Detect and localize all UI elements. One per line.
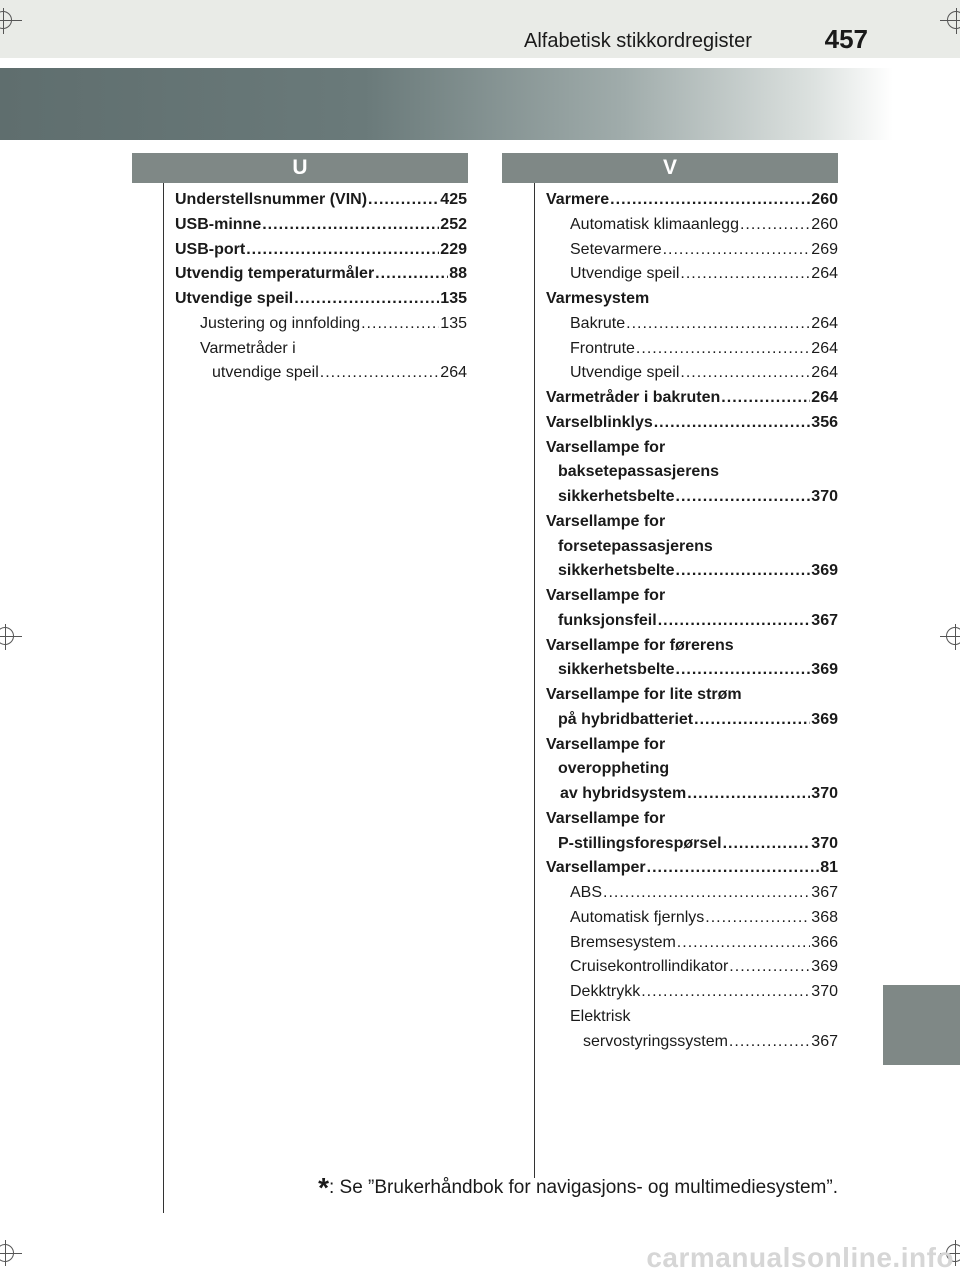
- dot-leader: [723, 832, 811, 857]
- entry-term: av hybridsystem: [560, 785, 687, 802]
- entry-page-number: 264: [811, 364, 838, 382]
- dot-leader: [246, 238, 439, 263]
- entry-page-number: 81: [820, 859, 838, 877]
- index-entry: [200, 312, 467, 337]
- entry-term: Justering og innfolding: [200, 314, 361, 332]
- index-entry: [570, 361, 838, 386]
- index-entry: [558, 559, 838, 584]
- entry-term: sikkerhetsbelte: [558, 661, 675, 679]
- index-entry: [558, 535, 838, 560]
- dot-leader: [658, 609, 811, 634]
- index-entry: [558, 609, 838, 634]
- entry-page-number: 425: [440, 191, 467, 208]
- dot-leader: [636, 337, 810, 362]
- dot-leader: [641, 980, 810, 1005]
- column-rule-left: [163, 183, 164, 1213]
- entry-term: Varmesystem: [546, 290, 650, 307]
- dot-leader: [610, 188, 810, 213]
- entry-term: Varsellampe for: [546, 735, 666, 753]
- entry-term: Utvendige speil: [570, 265, 680, 283]
- entry-page-number: 260: [811, 215, 838, 233]
- entry-term: Elektrisk: [570, 1007, 631, 1025]
- entry-term: Varselblinklys: [546, 413, 653, 431]
- entry-term: Dekktrykk: [570, 983, 641, 1000]
- entry-page-number: 260: [811, 191, 838, 208]
- dot-leader: [676, 658, 811, 683]
- index-entry: [570, 262, 838, 287]
- entry-page-number: 135: [440, 290, 467, 307]
- index-entry: [546, 584, 838, 609]
- entry-term: Varsellampe for: [546, 587, 666, 604]
- entry-term: Varsellampe for: [546, 809, 666, 827]
- entry-page-number: 367: [811, 1032, 838, 1050]
- header-band: [0, 0, 960, 58]
- entry-term: Understellsnummer (VIN): [175, 191, 368, 208]
- dot-leader: [320, 361, 440, 386]
- entry-page-number: 367: [811, 884, 838, 901]
- index-entry: [175, 238, 467, 263]
- dot-leader: [729, 955, 810, 980]
- entry-page-number: 135: [440, 314, 467, 332]
- index-entry: [546, 807, 838, 832]
- index-entry: [570, 238, 838, 263]
- dot-leader: [680, 361, 810, 386]
- dot-leader: [680, 262, 810, 287]
- entry-term: P-stillingsforespørsel: [558, 834, 722, 852]
- entry-page-number: 370: [811, 488, 838, 505]
- index-entry: [546, 856, 838, 881]
- index-entry: [546, 436, 838, 461]
- section-heading-u: U: [132, 153, 468, 183]
- index-entry: [546, 386, 838, 411]
- entry-term: sikkerhetsbelte: [558, 562, 675, 580]
- entry-term: Bakrute: [570, 314, 626, 332]
- entry-term: Automatisk fjernlys: [570, 908, 705, 926]
- dot-leader: [654, 411, 811, 436]
- index-entry: [570, 906, 838, 931]
- footnote: [318, 1172, 838, 1204]
- index-entry: [546, 733, 838, 758]
- index-entry: [546, 188, 838, 213]
- entry-page-number: 229: [440, 240, 467, 258]
- dot-leader: [603, 881, 810, 906]
- page-number: 457: [824, 24, 868, 54]
- entry-term: Varsellampe for førerens: [546, 636, 734, 654]
- entry-page-number: 264: [811, 389, 838, 406]
- index-entry: [570, 1005, 838, 1030]
- dot-leader: [262, 213, 439, 238]
- entry-page-number: 367: [811, 611, 838, 629]
- entry-page-number: 366: [811, 933, 838, 951]
- entry-term: på hybridbatteriet: [558, 710, 694, 728]
- entry-page-number: 264: [811, 339, 838, 357]
- entry-term: Frontrute: [570, 339, 635, 357]
- entry-term: Varmetråder i bakruten: [546, 389, 721, 406]
- entry-page-number: 356: [811, 413, 838, 431]
- dot-leader: [647, 856, 820, 881]
- index-entry: [212, 361, 467, 386]
- footnote-text: : Se ”Brukerhåndbok for navigasjons- og multimediesystem”.: [328, 1177, 838, 1198]
- index-entry: [570, 980, 838, 1005]
- index-entry: [175, 213, 467, 238]
- entry-page-number: 370: [811, 785, 838, 802]
- entry-page-number: 252: [440, 215, 467, 233]
- index-entry: [570, 881, 838, 906]
- index-entry: [558, 832, 838, 857]
- dot-leader: [368, 188, 439, 213]
- entry-page-number: 88: [449, 265, 467, 283]
- index-entry: [558, 708, 838, 733]
- dot-leader: [729, 1030, 810, 1055]
- index-entry: [570, 931, 838, 956]
- entry-term: overoppheting: [558, 760, 670, 778]
- entry-term: Varsellamper: [546, 859, 646, 877]
- index-entry: [546, 634, 838, 659]
- index-entry: [546, 510, 838, 535]
- dot-leader: [694, 708, 810, 733]
- index-entry: [558, 485, 838, 510]
- entry-term: USB-minne: [175, 215, 262, 233]
- entry-term: servostyringssystem: [583, 1032, 728, 1050]
- dot-leader: [361, 312, 439, 337]
- index-entry: [200, 337, 467, 362]
- dot-leader: [676, 559, 811, 584]
- entry-page-number: 368: [811, 908, 838, 926]
- entry-term: Bremsesystem: [570, 933, 676, 951]
- index-entry: [570, 337, 838, 362]
- index-entry: [175, 188, 467, 213]
- index-entry: [558, 757, 838, 782]
- dot-leader: [294, 287, 439, 312]
- index-entry: [570, 955, 838, 980]
- entry-term: ABS: [570, 884, 603, 901]
- watermark: carmanualsonline.info: [646, 1242, 954, 1273]
- entry-term: Utvendige speil: [175, 290, 294, 307]
- dot-leader: [705, 906, 810, 931]
- dot-leader: [677, 931, 811, 956]
- entry-term: USB-port: [175, 240, 246, 258]
- dot-leader: [663, 238, 811, 263]
- entry-term: utvendige speil: [212, 364, 319, 382]
- entry-page-number: 264: [811, 314, 838, 332]
- entry-page-number: 264: [440, 364, 467, 382]
- entry-term: Varsellampe for: [546, 438, 666, 456]
- entry-term: funksjonsfeil: [558, 611, 657, 629]
- index-entry: [570, 312, 838, 337]
- entry-term: Varmere: [546, 191, 610, 208]
- entry-page-number: 370: [811, 983, 838, 1000]
- index-entry: [583, 1030, 838, 1055]
- entry-term: sikkerhetsbelte: [558, 488, 675, 505]
- section-heading-v: V: [502, 153, 838, 183]
- entry-page-number: 264: [811, 265, 838, 283]
- index-entry: [175, 287, 467, 312]
- index-entry: [546, 287, 838, 312]
- entry-page-number: 369: [811, 710, 838, 728]
- footnote-asterisk: *: [318, 1172, 329, 1203]
- entry-term: Automatisk klimaanlegg: [570, 215, 739, 233]
- column-rule-right: [534, 183, 535, 1178]
- index-entry: [558, 658, 838, 683]
- section-title: Alfabetisk stikkordregister: [524, 30, 752, 52]
- index-entry: [175, 262, 467, 287]
- index-entry: [570, 213, 838, 238]
- dot-leader: [721, 386, 810, 411]
- entry-term: Cruisekontrollindikator: [570, 958, 729, 976]
- entry-page-number: 369: [811, 958, 838, 976]
- index-entry: [546, 683, 838, 708]
- entry-page-number: 269: [811, 240, 838, 258]
- index-entry: [546, 411, 838, 436]
- dot-leader: [375, 262, 448, 287]
- entry-term: Utvendige speil: [570, 364, 680, 382]
- dot-leader: [687, 782, 810, 807]
- decorative-banner: [0, 68, 960, 140]
- entry-term: forsetepassasjerens: [558, 537, 713, 555]
- entry-term: Utvendig temperaturmåler: [175, 265, 375, 283]
- entry-term: Varsellampe for lite strøm: [546, 686, 742, 703]
- entry-term: Varmetråder i: [200, 339, 296, 357]
- entry-page-number: 369: [811, 661, 838, 679]
- entry-page-number: 370: [811, 834, 838, 852]
- dot-leader: [740, 213, 810, 238]
- thumb-index-tab: [883, 985, 960, 1065]
- entry-term: Varsellampe for: [546, 512, 666, 530]
- dot-leader: [676, 485, 811, 510]
- index-entry: [558, 460, 838, 485]
- index-entry: [560, 782, 838, 807]
- entry-term: baksetepassasjerens: [558, 463, 719, 481]
- entry-page-number: 369: [811, 562, 838, 580]
- dot-leader: [626, 312, 810, 337]
- entry-term: Setevarmere: [570, 240, 662, 258]
